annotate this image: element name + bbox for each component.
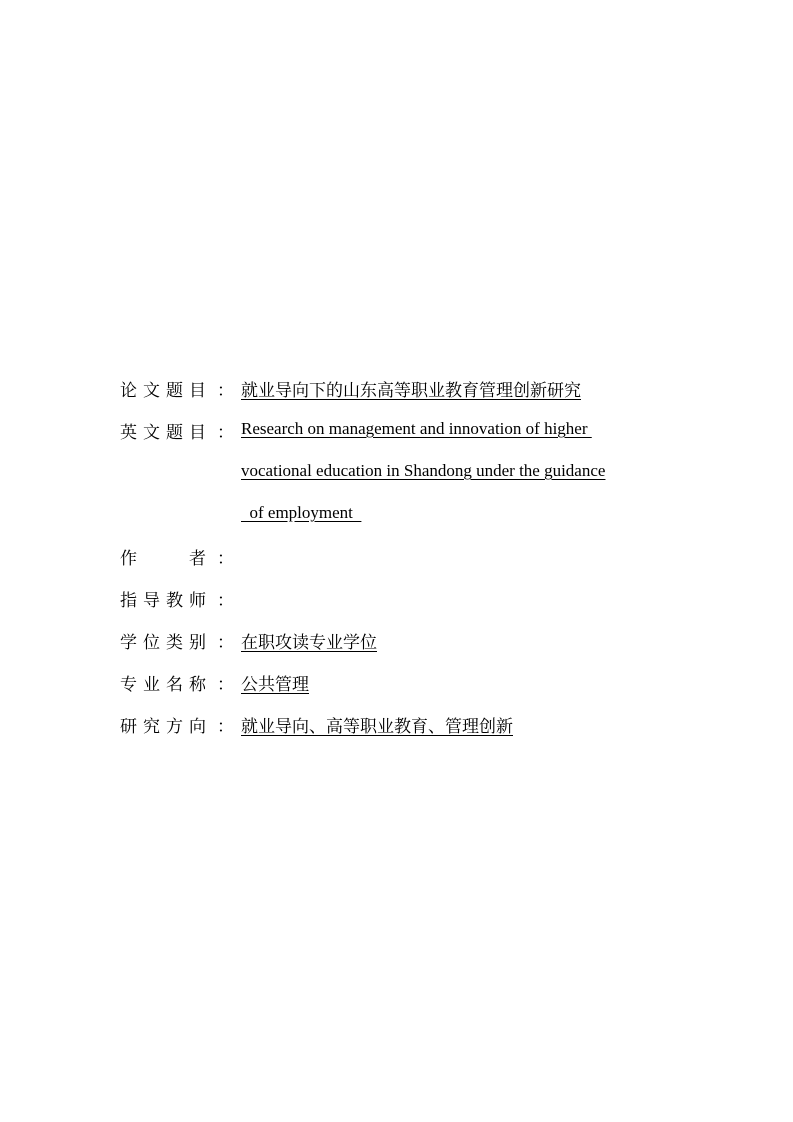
thesis-title-value: 就业导向下的山东高等职业教育管理创新研究 xyxy=(241,381,581,401)
english-title-row xyxy=(120,412,660,454)
advisor-label: 指导教师 xyxy=(120,591,212,611)
thesis-title-label: 论文题目 xyxy=(120,381,212,401)
colon: ： xyxy=(217,633,234,653)
research-direction-label: 研究方向 xyxy=(120,717,212,737)
author-label-char-2: 者 xyxy=(189,549,206,569)
author-label-char-1: 作 xyxy=(120,549,137,569)
research-direction-row xyxy=(120,706,660,748)
degree-type-value: 在职攻读专业学位 xyxy=(241,633,377,653)
english-title-continuation-row xyxy=(120,454,660,496)
advisor-row xyxy=(120,580,660,622)
thesis-info-table xyxy=(120,370,660,748)
english-title-line-3: of employment xyxy=(241,503,362,522)
colon: ： xyxy=(217,381,234,401)
colon: ： xyxy=(217,423,234,443)
major-value: 公共管理 xyxy=(241,675,309,695)
degree-type-label: 学位类别 xyxy=(120,633,212,653)
major-label: 专业名称 xyxy=(120,675,212,695)
english-title-continuation-row xyxy=(120,496,660,538)
author-row xyxy=(120,538,660,580)
research-direction-value: 就业导向、高等职业教育、管理创新 xyxy=(241,717,513,737)
colon: ： xyxy=(217,675,234,695)
thesis-title-row xyxy=(120,370,660,412)
english-title-line-2: vocational education in Shandong under the guidance xyxy=(241,461,606,480)
author-label xyxy=(120,544,206,569)
colon: ： xyxy=(217,549,234,569)
english-title-label: 英文题目 xyxy=(120,423,212,443)
major-row xyxy=(120,664,660,706)
colon: ： xyxy=(217,591,234,611)
colon: ： xyxy=(217,717,234,737)
english-title-line-1: Research on management and innovation of higher xyxy=(241,419,592,438)
degree-type-row xyxy=(120,622,660,664)
